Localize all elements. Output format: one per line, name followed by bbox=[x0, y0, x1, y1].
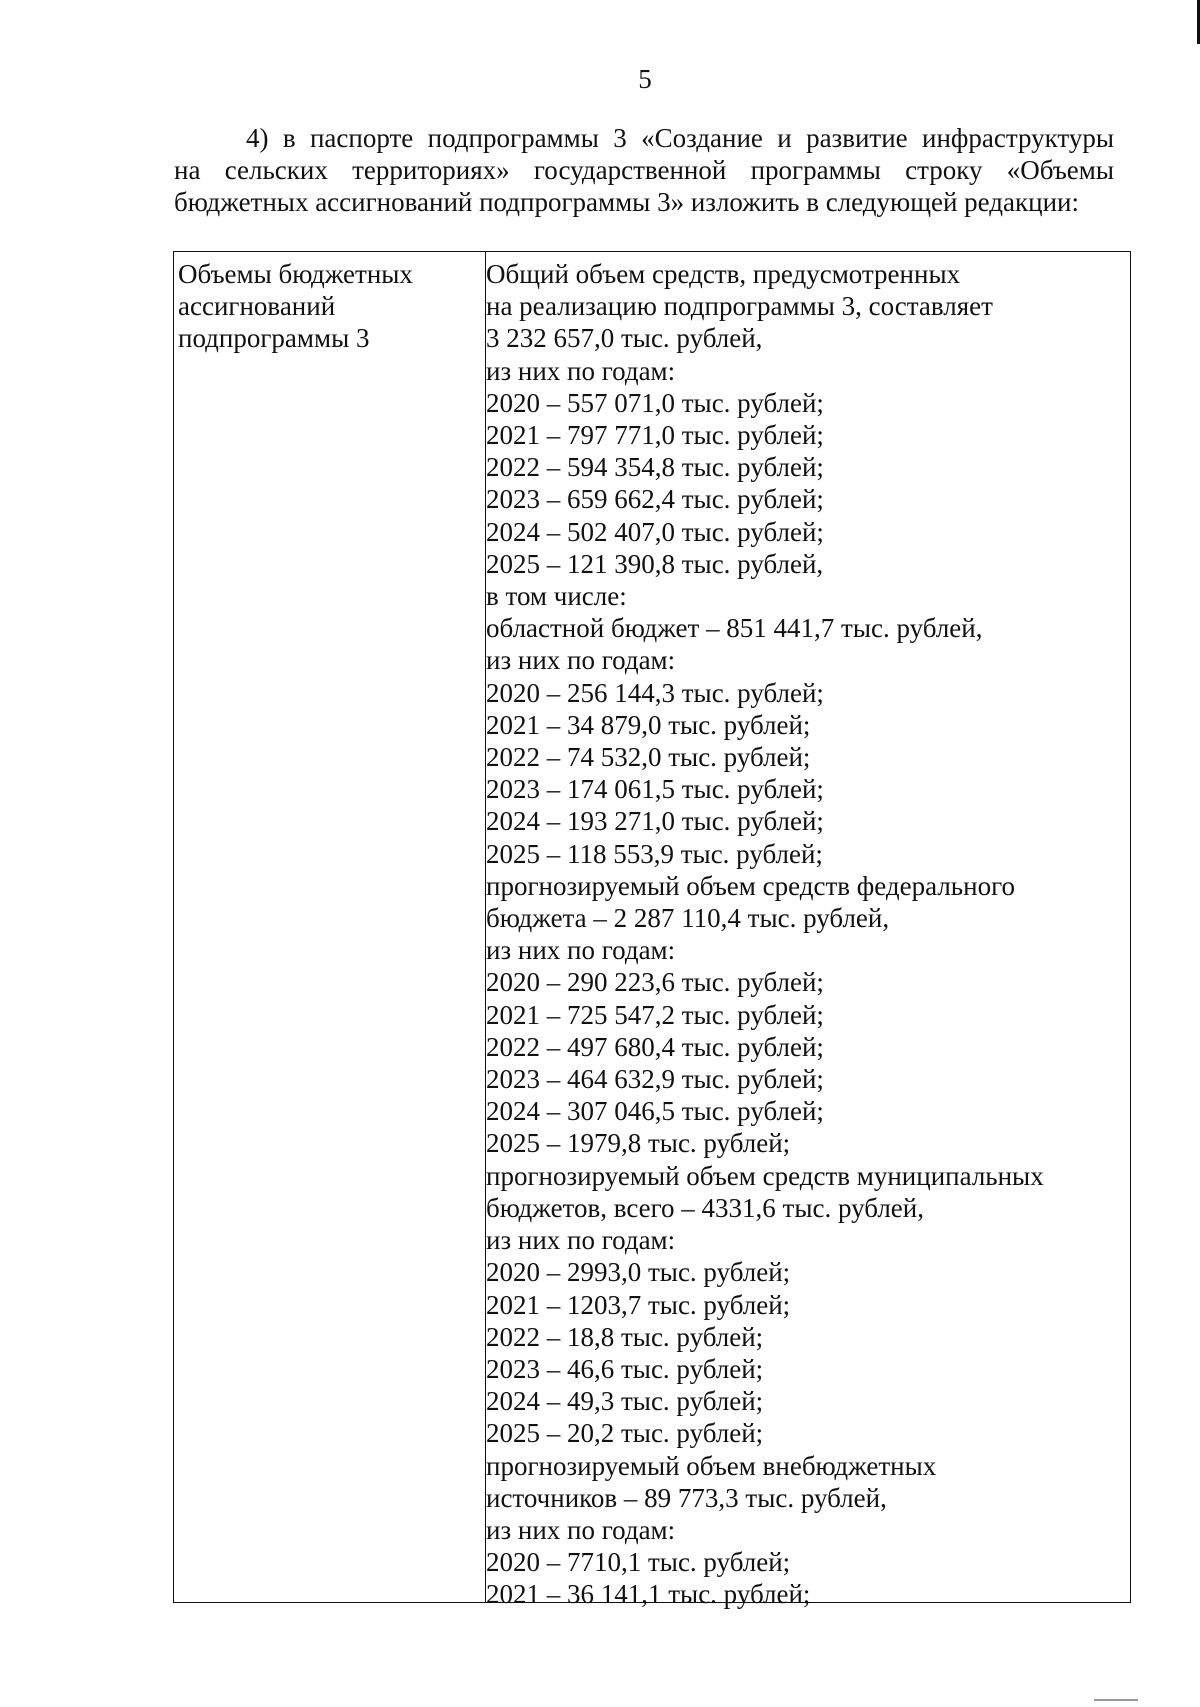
row-value-line: 2024 – 49,3 тыс. рублей; bbox=[486, 1386, 764, 1417]
row-value-line: 2022 – 74 532,0 тыс. рублей; bbox=[486, 742, 811, 773]
row-label-line: подпрограммы 3 bbox=[178, 323, 370, 354]
row-value-line: из них по годам: bbox=[486, 935, 676, 966]
row-value-line: 2023 – 46,6 тыс. рублей; bbox=[486, 1353, 764, 1384]
row-value-line: прогнозируемый объем внебюджетных bbox=[486, 1450, 937, 1481]
page-number: 5 bbox=[638, 64, 652, 94]
row-value-line: Общий объем средств, предусмотренных bbox=[486, 259, 961, 289]
row-value-line: 2024 – 193 271,0 тыс. рублей; bbox=[486, 806, 824, 837]
row-value-line: в том числе: bbox=[486, 581, 627, 612]
row-value-line: 2021 – 36 141,1 тыс. рублей; bbox=[486, 1579, 811, 1610]
row-value-line: 2024 – 307 046,5 тыс. рублей; bbox=[486, 1096, 824, 1127]
row-value-line: 2023 – 174 061,5 тыс. рублей; bbox=[486, 774, 824, 805]
row-value-line: 2025 – 1979,8 тыс. рублей; bbox=[486, 1128, 791, 1159]
budget-allocations-table bbox=[173, 251, 1131, 1610]
row-value-line: из них по годам: bbox=[486, 645, 676, 676]
row-value-line: 2021 – 1203,7 тыс. рублей; bbox=[486, 1289, 791, 1320]
row-value-line: 2021 – 34 879,0 тыс. рублей; bbox=[486, 709, 811, 740]
row-value-line: 2022 – 18,8 тыс. рублей; bbox=[486, 1321, 764, 1352]
row-value-line: источников – 89 773,3 тыс. рублей, bbox=[486, 1482, 887, 1513]
row-value-line: 2024 – 502 407,0 тыс. рублей; bbox=[486, 516, 824, 547]
row-value-line: из них по годам: bbox=[486, 1225, 676, 1256]
row-value-line: областной бюджет – 851 441,7 тыс. рублей, bbox=[486, 613, 983, 644]
row-value-line: 2020 – 2993,0 тыс. рублей; bbox=[486, 1257, 791, 1288]
row-label-line: ассигнований bbox=[178, 291, 336, 322]
row-value-line: 2023 – 464 632,9 тыс. рублей; bbox=[486, 1064, 824, 1095]
row-value-line: 2021 – 725 547,2 тыс. рублей; bbox=[486, 999, 824, 1030]
row-label-cell bbox=[178, 258, 478, 355]
intro-line: 4) в паспорте подпрограммы 3 «Создание и развитие инфраструктуры bbox=[246, 123, 1114, 153]
row-value-line: 2023 – 659 662,4 тыс. рублей; bbox=[486, 484, 824, 515]
row-value-line: 2025 – 118 553,9 тыс. рублей; bbox=[486, 838, 823, 869]
row-value-line: 3 232 657,0 тыс. рублей, bbox=[486, 323, 763, 354]
row-value-line: 2020 – 256 144,3 тыс. рублей; bbox=[486, 677, 824, 708]
row-value-line: 2020 – 7710,1 тыс. рублей; bbox=[486, 1547, 791, 1578]
row-value-line: 2025 – 20,2 тыс. рублей; bbox=[486, 1418, 764, 1449]
scan-footer-mark bbox=[1094, 1699, 1138, 1701]
row-value-line: 2021 – 797 771,0 тыс. рублей; bbox=[486, 420, 824, 451]
row-value-line: 2020 – 557 071,0 тыс. рублей; bbox=[486, 387, 824, 418]
row-value-cell bbox=[486, 258, 1126, 1611]
row-value-line: бюджетов, всего – 4331,6 тыс. рублей, bbox=[486, 1192, 924, 1223]
row-label-line: Объемы бюджетных bbox=[178, 259, 413, 289]
intro-paragraph bbox=[174, 122, 1114, 218]
intro-line: бюджетных ассигнований подпрограммы 3» изложить в следующей редакции: bbox=[174, 187, 1079, 217]
intro-line: на сельских территориях» государственной программы строку «Объемы bbox=[174, 155, 1114, 185]
row-value-line: прогнозируемый объем средств федерального bbox=[486, 870, 1015, 901]
row-value-line: бюджета – 2 287 110,4 тыс. рублей, bbox=[486, 903, 890, 934]
row-value-line: 2022 – 594 354,8 тыс. рублей; bbox=[486, 452, 824, 483]
row-value-line: из них по годам: bbox=[486, 355, 676, 386]
row-value-line: на реализацию подпрограммы 3, составляет bbox=[486, 291, 993, 322]
row-value-line: 2022 – 497 680,4 тыс. рублей; bbox=[486, 1031, 824, 1062]
row-value-line: из них по годам: bbox=[486, 1514, 676, 1545]
row-value-line: 2025 – 121 390,8 тыс. рублей, bbox=[486, 548, 824, 579]
row-value-line: 2020 – 290 223,6 тыс. рублей; bbox=[486, 967, 824, 998]
row-value-line: прогнозируемый объем средств муниципальных bbox=[486, 1160, 1044, 1191]
